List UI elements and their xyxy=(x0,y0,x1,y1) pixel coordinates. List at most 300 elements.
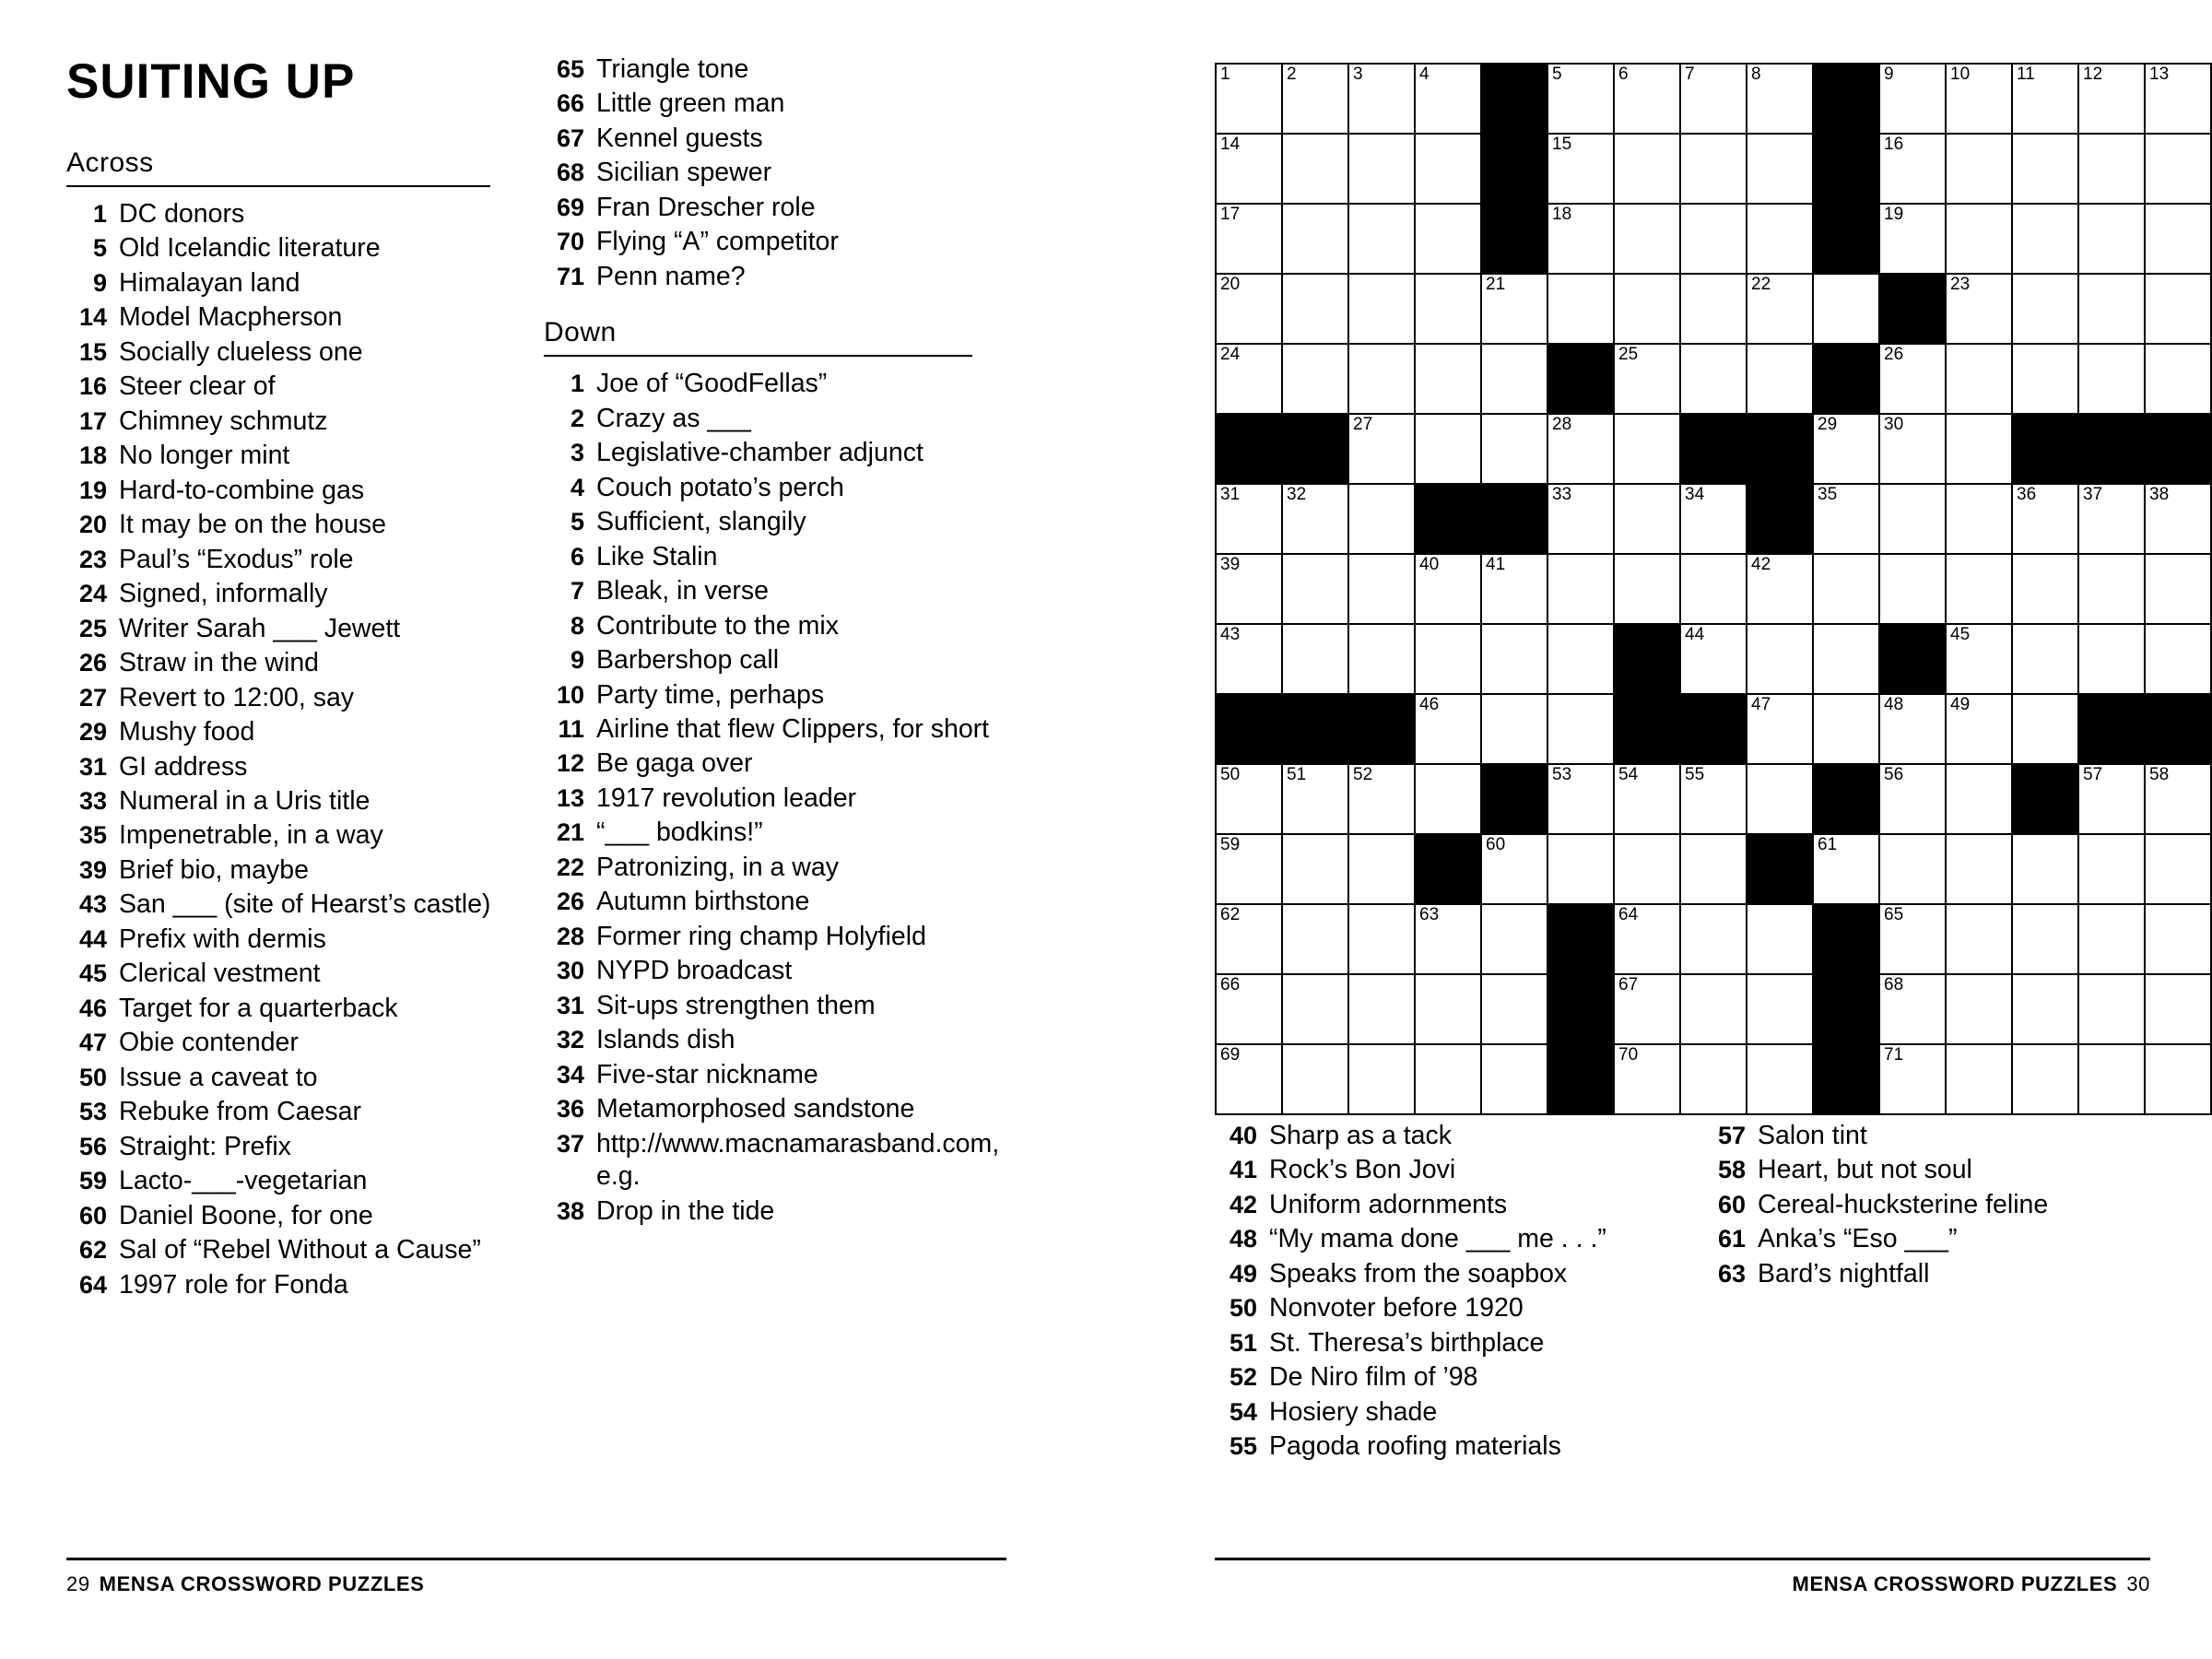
clue-item xyxy=(1217,1154,1696,1186)
grid-cell[interactable] xyxy=(2078,134,2145,204)
grid-cell-block xyxy=(1481,134,1547,204)
clue-item xyxy=(544,955,995,987)
grid-cell[interactable] xyxy=(1879,974,1946,1044)
grid-cell[interactable] xyxy=(1282,484,1348,554)
grid-cell-number: 54 xyxy=(1618,765,1639,784)
grid-cell[interactable] xyxy=(2145,624,2211,694)
grid-cell[interactable] xyxy=(1348,554,1415,624)
grid-cell[interactable] xyxy=(1680,624,1747,694)
grid-cell[interactable] xyxy=(1216,134,1282,204)
grid-cell[interactable] xyxy=(1946,134,2012,204)
grid-cell[interactable] xyxy=(1348,344,1415,414)
grid-cell[interactable] xyxy=(1348,484,1415,554)
grid-cell-number: 13 xyxy=(2149,65,2170,84)
grid-cell[interactable] xyxy=(1348,64,1415,134)
grid-cell[interactable] xyxy=(1946,204,2012,274)
clue-text: Five-star nickname xyxy=(596,1059,818,1089)
grid-cell[interactable] xyxy=(1946,274,2012,344)
grid-cell[interactable] xyxy=(1747,904,1813,974)
grid-cell[interactable] xyxy=(1614,554,1680,624)
grid-cell[interactable] xyxy=(1415,974,1481,1044)
clue-text: Nonvoter before 1920 xyxy=(1269,1293,1524,1324)
grid-row xyxy=(1216,274,2211,344)
grid-cell[interactable] xyxy=(1415,764,1481,834)
right-page-number: 30 xyxy=(2126,1572,2150,1595)
grid-cell[interactable] xyxy=(1547,694,1614,764)
grid-cell[interactable] xyxy=(1481,554,1547,624)
grid-cell-number: 24 xyxy=(1220,345,1241,364)
grid-cell[interactable] xyxy=(1481,414,1547,484)
grid-cell[interactable] xyxy=(1879,834,1946,904)
grid-cell[interactable] xyxy=(1879,204,1946,274)
crossword-grid[interactable] xyxy=(1215,63,2212,1115)
grid-cell[interactable] xyxy=(2145,344,2211,414)
grid-cell[interactable] xyxy=(1348,204,1415,274)
grid-cell[interactable] xyxy=(1614,1044,1680,1114)
grid-cell[interactable] xyxy=(2012,344,2078,414)
grid-cell[interactable] xyxy=(1879,554,1946,624)
grid-cell[interactable] xyxy=(1813,554,1879,624)
clue-text: Heart, but not soul xyxy=(1758,1155,1972,1185)
clue-text: De Niro film of ’98 xyxy=(1269,1362,1478,1393)
grid-cell[interactable] xyxy=(2145,764,2211,834)
grid-cell[interactable] xyxy=(1680,834,1747,904)
grid-cell[interactable] xyxy=(1680,974,1747,1044)
grid-cell[interactable] xyxy=(1216,904,1282,974)
grid-cell-number: 43 xyxy=(1220,625,1241,644)
grid-cell[interactable] xyxy=(2012,134,2078,204)
grid-cell[interactable] xyxy=(2078,834,2145,904)
clue-number: 62 xyxy=(78,1236,107,1265)
grid-cell[interactable] xyxy=(1680,64,1747,134)
grid-cell[interactable] xyxy=(2012,904,2078,974)
grid-cell[interactable] xyxy=(1680,484,1747,554)
grid-cell[interactable] xyxy=(1481,974,1547,1044)
grid-cell[interactable] xyxy=(2012,204,2078,274)
grid-cell[interactable] xyxy=(1747,764,1813,834)
clue-number: 26 xyxy=(556,888,584,916)
grid-cell[interactable] xyxy=(1547,414,1614,484)
clue-text: 1917 revolution leader xyxy=(596,782,857,813)
clue-item xyxy=(66,924,509,956)
grid-cell-number: 26 xyxy=(1884,345,1904,364)
grid-cell[interactable] xyxy=(1747,694,1813,764)
grid-cell[interactable] xyxy=(1282,344,1348,414)
clue-number: 48 xyxy=(1229,1225,1257,1253)
grid-cell[interactable] xyxy=(1348,974,1415,1044)
grid-cell[interactable] xyxy=(2012,624,2078,694)
grid-cell[interactable] xyxy=(1282,554,1348,624)
grid-cell-block xyxy=(1481,764,1547,834)
grid-cell[interactable] xyxy=(2145,484,2211,554)
clue-number: 33 xyxy=(78,786,107,815)
grid-cell-block xyxy=(1415,484,1481,554)
grid-cell[interactable] xyxy=(1216,484,1282,554)
grid-cell-number: 27 xyxy=(1353,415,1373,434)
grid-cell-number: 68 xyxy=(1884,975,1904,994)
grid-cell[interactable] xyxy=(1813,274,1879,344)
grid-cell-number: 48 xyxy=(1884,695,1904,714)
clue-item xyxy=(1217,1361,1696,1394)
grid-cell[interactable] xyxy=(1879,414,1946,484)
clue-text: 1997 role for Fonda xyxy=(119,1269,348,1300)
clue-number: 45 xyxy=(78,959,107,988)
grid-cell[interactable] xyxy=(1282,974,1348,1044)
grid-cell[interactable] xyxy=(2078,1044,2145,1114)
grid-cell[interactable] xyxy=(1282,1044,1348,1114)
grid-cell[interactable] xyxy=(1481,344,1547,414)
grid-cell[interactable] xyxy=(1415,694,1481,764)
clue-item xyxy=(544,610,995,642)
clue-text: Speaks from the soapbox xyxy=(1269,1258,1568,1288)
grid-cell[interactable] xyxy=(1879,764,1946,834)
grid-cell[interactable] xyxy=(2078,904,2145,974)
grid-cell-block xyxy=(1747,484,1813,554)
grid-cell[interactable] xyxy=(2145,274,2211,344)
clue-text: Like Stalin xyxy=(596,541,718,571)
clue-item xyxy=(544,88,995,120)
grid-cell[interactable] xyxy=(1680,764,1747,834)
clue-item xyxy=(1217,1223,1696,1255)
clue-item xyxy=(1705,1258,2120,1290)
clue-item xyxy=(66,854,509,887)
grid-cell[interactable] xyxy=(1614,344,1680,414)
grid-cell[interactable] xyxy=(1547,764,1614,834)
grid-cell[interactable] xyxy=(1946,64,2012,134)
grid-cell[interactable] xyxy=(1415,414,1481,484)
clue-number: 66 xyxy=(556,89,584,118)
grid-cell[interactable] xyxy=(1415,274,1481,344)
clue-number: 47 xyxy=(78,1029,107,1057)
grid-cell[interactable] xyxy=(1547,554,1614,624)
clue-text: Hard-to-combine gas xyxy=(119,475,365,505)
grid-cell[interactable] xyxy=(1547,834,1614,904)
across-heading: Across xyxy=(66,147,490,187)
clue-text: Old Icelandic literature xyxy=(119,233,381,264)
clue-text: Airline that flew Clippers, for short xyxy=(596,713,990,744)
across-column-2 xyxy=(544,53,1000,1230)
grid-cell[interactable] xyxy=(1813,624,1879,694)
grid-cell-number: 69 xyxy=(1220,1045,1241,1065)
grid-cell[interactable] xyxy=(1415,554,1481,624)
clue-item xyxy=(66,301,509,334)
grid-cell[interactable] xyxy=(1216,764,1282,834)
grid-cell-number: 50 xyxy=(1220,765,1241,784)
grid-cell[interactable] xyxy=(2078,484,2145,554)
grid-cell[interactable] xyxy=(1282,904,1348,974)
grid-cell[interactable] xyxy=(1547,274,1614,344)
grid-cell[interactable] xyxy=(1216,64,1282,134)
clue-item xyxy=(66,232,509,265)
grid-cell[interactable] xyxy=(1547,64,1614,134)
clue-item xyxy=(66,371,509,403)
grid-cell[interactable] xyxy=(1946,974,2012,1044)
grid-cell[interactable] xyxy=(1481,274,1547,344)
clue-number: 30 xyxy=(556,957,584,985)
clue-text: Barbershop call xyxy=(596,645,780,676)
grid-cell[interactable] xyxy=(1282,134,1348,204)
grid-cell[interactable] xyxy=(2078,764,2145,834)
grid-cell-number: 66 xyxy=(1220,975,1241,994)
grid-cell[interactable] xyxy=(1614,904,1680,974)
clue-item xyxy=(544,472,995,504)
grid-cell[interactable] xyxy=(1415,624,1481,694)
grid-cell[interactable] xyxy=(1348,134,1415,204)
grid-cell[interactable] xyxy=(1216,1044,1282,1114)
grid-cell[interactable] xyxy=(1282,274,1348,344)
grid-cell[interactable] xyxy=(1680,1044,1747,1114)
grid-cell[interactable] xyxy=(1680,134,1747,204)
clue-text: Anka’s “Eso ___” xyxy=(1758,1224,1958,1254)
clue-text: Clerical vestment xyxy=(119,959,321,989)
grid-cell-number: 64 xyxy=(1618,905,1639,924)
across-clue-list-1 xyxy=(66,198,509,1301)
grid-cell[interactable] xyxy=(2145,64,2211,134)
grid-cell[interactable] xyxy=(1946,344,2012,414)
grid-row xyxy=(1216,764,2211,834)
clue-text: Fran Drescher role xyxy=(596,192,816,222)
grid-cell[interactable] xyxy=(1614,204,1680,274)
grid-cell[interactable] xyxy=(1813,484,1879,554)
grid-cell[interactable] xyxy=(1481,834,1547,904)
grid-cell[interactable] xyxy=(1946,1044,2012,1114)
grid-cell[interactable] xyxy=(1348,764,1415,834)
grid-cell[interactable] xyxy=(1614,764,1680,834)
grid-cell-number: 30 xyxy=(1884,415,1904,434)
grid-cell[interactable] xyxy=(1614,414,1680,484)
clue-text: “My mama done ___ me . . .” xyxy=(1269,1224,1606,1254)
grid-cell[interactable] xyxy=(1747,274,1813,344)
grid-cell[interactable] xyxy=(1946,414,2012,484)
grid-cell[interactable] xyxy=(1415,344,1481,414)
grid-cell[interactable] xyxy=(1680,904,1747,974)
grid-cell[interactable] xyxy=(1614,274,1680,344)
grid-cell[interactable] xyxy=(2078,974,2145,1044)
grid-cell[interactable] xyxy=(2078,554,2145,624)
clue-text: It may be on the house xyxy=(119,510,386,540)
grid-cell[interactable] xyxy=(2012,974,2078,1044)
clue-number: 6 xyxy=(570,542,584,571)
grid-cell[interactable] xyxy=(2145,834,2211,904)
grid-cell[interactable] xyxy=(1216,624,1282,694)
grid-cell[interactable] xyxy=(1348,904,1415,974)
grid-cell[interactable] xyxy=(1946,484,2012,554)
clue-text: Target for a quarterback xyxy=(119,993,398,1023)
grid-cell[interactable] xyxy=(1879,904,1946,974)
grid-cell-number: 67 xyxy=(1618,975,1639,994)
grid-cell[interactable] xyxy=(2145,554,2211,624)
grid-cell[interactable] xyxy=(1348,834,1415,904)
grid-cell[interactable] xyxy=(1415,134,1481,204)
clue-number: 54 xyxy=(1229,1397,1257,1426)
clue-text: Revert to 12:00, say xyxy=(119,682,355,712)
grid-cell[interactable] xyxy=(2012,484,2078,554)
grid-cell[interactable] xyxy=(1946,554,2012,624)
grid-cell[interactable] xyxy=(1747,344,1813,414)
grid-row xyxy=(1216,834,2211,904)
grid-cell[interactable] xyxy=(1614,484,1680,554)
right-footer xyxy=(1793,1572,2150,1596)
clue-number: 8 xyxy=(570,611,584,640)
grid-cell[interactable] xyxy=(1415,1044,1481,1114)
clue-text: GI address xyxy=(119,751,248,782)
grid-cell[interactable] xyxy=(1547,484,1614,554)
grid-cell-block xyxy=(1481,204,1547,274)
grid-cell-number: 25 xyxy=(1618,345,1639,364)
clue-item xyxy=(544,713,995,746)
clue-item xyxy=(66,509,509,541)
grid-cell[interactable] xyxy=(1879,1044,1946,1114)
grid-cell-number: 23 xyxy=(1950,275,1971,294)
grid-cell[interactable] xyxy=(1747,554,1813,624)
grid-cell-number: 56 xyxy=(1884,765,1904,784)
grid-cell[interactable] xyxy=(1282,624,1348,694)
grid-cell[interactable] xyxy=(1946,834,2012,904)
grid-cell[interactable] xyxy=(1547,624,1614,694)
grid-cell[interactable] xyxy=(1747,64,1813,134)
grid-cell-block xyxy=(1614,694,1680,764)
grid-cell[interactable] xyxy=(2145,204,2211,274)
grid-cell[interactable] xyxy=(1879,64,1946,134)
grid-cell[interactable] xyxy=(1216,974,1282,1044)
grid-cell[interactable] xyxy=(1415,904,1481,974)
grid-cell[interactable] xyxy=(1946,904,2012,974)
grid-cell[interactable] xyxy=(1547,204,1614,274)
clue-text: Penn name? xyxy=(596,261,746,291)
grid-cell[interactable] xyxy=(2012,834,2078,904)
grid-cell[interactable] xyxy=(1946,764,2012,834)
grid-cell[interactable] xyxy=(1216,554,1282,624)
clue-item xyxy=(1217,1120,1696,1152)
grid-cell[interactable] xyxy=(1216,274,1282,344)
grid-cell[interactable] xyxy=(1813,834,1879,904)
grid-row xyxy=(1216,414,2211,484)
grid-cell[interactable] xyxy=(1282,204,1348,274)
grid-cell[interactable] xyxy=(1216,834,1282,904)
grid-cell[interactable] xyxy=(1879,344,1946,414)
grid-cell[interactable] xyxy=(1879,694,1946,764)
grid-cell[interactable] xyxy=(1415,204,1481,274)
clue-item xyxy=(66,613,509,645)
clue-text: Triangle tone xyxy=(596,54,749,84)
grid-cell[interactable] xyxy=(1680,344,1747,414)
grid-cell[interactable] xyxy=(1282,764,1348,834)
grid-cell[interactable] xyxy=(1614,834,1680,904)
grid-cell-number: 61 xyxy=(1818,835,1838,854)
grid-cell[interactable] xyxy=(1216,204,1282,274)
grid-cell[interactable] xyxy=(2078,64,2145,134)
grid-cell-number: 32 xyxy=(1287,485,1307,504)
grid-cell[interactable] xyxy=(1946,694,2012,764)
grid-cell[interactable] xyxy=(1747,204,1813,274)
clue-item xyxy=(1705,1120,2120,1152)
grid-cell-number: 49 xyxy=(1950,695,1971,714)
grid-cell[interactable] xyxy=(1415,64,1481,134)
grid-cell[interactable] xyxy=(1680,554,1747,624)
grid-cell[interactable] xyxy=(1481,1044,1547,1114)
clue-item xyxy=(544,1093,995,1125)
grid-cell[interactable] xyxy=(2012,274,2078,344)
grid-cell[interactable] xyxy=(1614,64,1680,134)
clue-item xyxy=(544,368,995,400)
clue-text: Uniform adornments xyxy=(1269,1189,1508,1219)
clue-item xyxy=(66,751,509,783)
grid-cell[interactable] xyxy=(2012,554,2078,624)
clue-text: Daniel Boone, for one xyxy=(119,1200,373,1230)
grid-cell[interactable] xyxy=(1481,624,1547,694)
grid-row xyxy=(1216,554,2211,624)
clue-text: Sufficient, slangily xyxy=(596,507,806,537)
grid-cell[interactable] xyxy=(1680,204,1747,274)
grid-row xyxy=(1216,624,2211,694)
grid-cell[interactable] xyxy=(1348,1044,1415,1114)
grid-cell[interactable] xyxy=(1614,134,1680,204)
clue-text: Sicilian spewer xyxy=(596,158,772,188)
clue-item xyxy=(544,1024,995,1056)
grid-cell-number: 60 xyxy=(1486,835,1506,854)
grid-cell[interactable] xyxy=(2012,1044,2078,1114)
grid-cell[interactable] xyxy=(2145,974,2211,1044)
grid-cell[interactable] xyxy=(1747,974,1813,1044)
grid-cell[interactable] xyxy=(1747,624,1813,694)
grid-cell[interactable] xyxy=(2012,64,2078,134)
clue-text: Impenetrable, in a way xyxy=(119,820,383,851)
clue-number: 27 xyxy=(78,683,107,712)
clue-number: 39 xyxy=(78,855,107,884)
grid-cell[interactable] xyxy=(1282,64,1348,134)
grid-cell[interactable] xyxy=(1481,694,1547,764)
grid-cell[interactable] xyxy=(1813,414,1879,484)
grid-cell[interactable] xyxy=(1680,274,1747,344)
grid-cell[interactable] xyxy=(2078,274,2145,344)
grid-cell[interactable] xyxy=(1946,624,2012,694)
grid-cell[interactable] xyxy=(1747,1044,1813,1114)
clue-item xyxy=(544,679,995,712)
clue-number: 35 xyxy=(78,821,107,850)
grid-cell[interactable] xyxy=(1216,344,1282,414)
grid-cell[interactable] xyxy=(2145,904,2211,974)
grid-cell[interactable] xyxy=(1282,834,1348,904)
grid-cell[interactable] xyxy=(1813,694,1879,764)
clue-item xyxy=(66,647,509,679)
grid-cell[interactable] xyxy=(2145,134,2211,204)
clue-text: Brief bio, maybe xyxy=(119,854,309,885)
grid-cell[interactable] xyxy=(1348,274,1415,344)
grid-cell[interactable] xyxy=(1348,414,1415,484)
grid-cell[interactable] xyxy=(1879,134,1946,204)
clue-item xyxy=(66,440,509,472)
clue-text: Numeral in a Uris title xyxy=(119,785,371,816)
grid-row xyxy=(1216,974,2211,1044)
grid-cell[interactable] xyxy=(2078,204,2145,274)
grid-cell[interactable] xyxy=(1614,974,1680,1044)
grid-cell[interactable] xyxy=(1747,134,1813,204)
grid-cell[interactable] xyxy=(1348,624,1415,694)
grid-cell[interactable] xyxy=(2012,694,2078,764)
clue-number: 32 xyxy=(556,1026,584,1054)
clue-item xyxy=(66,716,509,748)
clue-item xyxy=(544,541,995,573)
grid-cell-block xyxy=(1747,834,1813,904)
clue-number: 69 xyxy=(556,193,584,221)
grid-cell[interactable] xyxy=(2145,1044,2211,1114)
grid-cell[interactable] xyxy=(1879,484,1946,554)
grid-cell[interactable] xyxy=(2078,624,2145,694)
clue-text: Islands dish xyxy=(596,1025,735,1055)
grid-cell[interactable] xyxy=(2078,344,2145,414)
grid-cell[interactable] xyxy=(1547,134,1614,204)
grid-cell[interactable] xyxy=(1481,904,1547,974)
